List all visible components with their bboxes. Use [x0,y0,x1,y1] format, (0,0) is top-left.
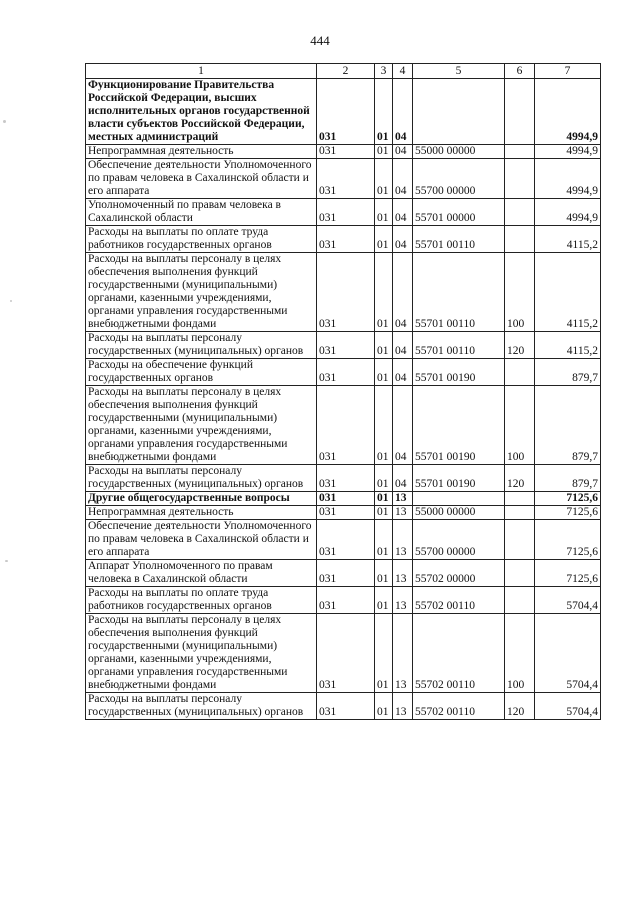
budget-table [85,63,601,720]
cell-section: 01 [375,386,393,465]
cell-expense [505,587,535,614]
cell-ministry: 031 [317,386,375,465]
cell-subsection: 04 [393,332,413,359]
cell-target: 55701 00110 [413,332,505,359]
cell-name: Расходы на выплаты персоналу в целях обеспечения выполнения функций государственными (муниципальными) органами, казенными учреждениями, органами управления государственными внебюджетными фондами [86,386,317,465]
cell-ministry: 031 [317,332,375,359]
cell-expense [505,520,535,560]
cell-target: 55700 00000 [413,159,505,199]
cell-section: 01 [375,359,393,386]
cell-expense [505,359,535,386]
cell-expense: 120 [505,693,535,720]
column-header-subsection: 4 [393,64,413,79]
table-row [86,465,601,492]
cell-name: Расходы на выплаты по оплате труда работников государственных органов [86,587,317,614]
cell-expense [505,492,535,506]
cell-amount: 4994,9 [535,159,601,199]
cell-ministry: 031 [317,159,375,199]
cell-name: Обеспечение деятельности Уполномоченного по правам человека в Сахалинской области и его аппарата [86,159,317,199]
cell-expense: 100 [505,386,535,465]
cell-ministry: 031 [317,560,375,587]
table-row [86,520,601,560]
cell-amount: 879,7 [535,465,601,492]
cell-name: Расходы на выплаты персоналу государственных (муниципальных) органов [86,693,317,720]
cell-amount: 7125,6 [535,492,601,506]
cell-subsection: 13 [393,560,413,587]
cell-target: 55701 00110 [413,253,505,332]
cell-section: 01 [375,492,393,506]
cell-expense: 100 [505,253,535,332]
cell-ministry: 031 [317,79,375,145]
cell-amount: 4115,2 [535,253,601,332]
cell-ministry: 031 [317,226,375,253]
cell-ministry: 031 [317,587,375,614]
table-row [86,145,601,159]
cell-subsection: 13 [393,693,413,720]
scan-speck [10,300,12,302]
cell-amount: 4994,9 [535,79,601,145]
cell-subsection: 04 [393,253,413,332]
cell-ministry: 031 [317,492,375,506]
cell-expense [505,560,535,587]
cell-amount: 879,7 [535,359,601,386]
cell-name: Обеспечение деятельности Уполномоченного по правам человека в Сахалинской области и его аппарата [86,520,317,560]
cell-expense [505,506,535,520]
column-header-name: 1 [86,64,317,79]
table-row [86,614,601,693]
table-row [86,587,601,614]
table-row [86,693,601,720]
scan-speck [5,560,8,562]
cell-section: 01 [375,587,393,614]
cell-amount: 4994,9 [535,199,601,226]
cell-section: 01 [375,693,393,720]
cell-subsection: 13 [393,614,413,693]
cell-section: 01 [375,332,393,359]
cell-expense [505,145,535,159]
cell-name: Расходы на выплаты персоналу государственных (муниципальных) органов [86,332,317,359]
cell-subsection: 04 [393,226,413,253]
cell-ministry: 031 [317,253,375,332]
table-row [86,332,601,359]
cell-amount: 5704,4 [535,587,601,614]
cell-name: Функционирование Правительства Российской Федерации, высших исполнительных органов государственной власти субъектов Российской Федерации, местных администраций [86,79,317,145]
cell-expense [505,199,535,226]
scan-speck [3,120,6,123]
cell-section: 01 [375,506,393,520]
cell-amount: 7125,6 [535,520,601,560]
cell-section: 01 [375,520,393,560]
cell-target: 55700 00000 [413,520,505,560]
cell-amount: 7125,6 [535,506,601,520]
column-header-expense: 6 [505,64,535,79]
cell-target: 55702 00110 [413,614,505,693]
table-row [86,199,601,226]
cell-subsection: 13 [393,520,413,560]
cell-subsection: 04 [393,199,413,226]
column-header-amount: 7 [535,64,601,79]
cell-subsection: 13 [393,506,413,520]
cell-subsection: 04 [393,145,413,159]
table-row [86,226,601,253]
table-row [86,492,601,506]
cell-target: 55702 00110 [413,693,505,720]
cell-target: 55701 00000 [413,199,505,226]
cell-amount: 5704,4 [535,693,601,720]
column-header-target: 5 [413,64,505,79]
cell-ministry: 031 [317,465,375,492]
cell-name: Расходы на выплаты персоналу в целях обеспечения выполнения функций государственными (муниципальными) органами, казенными учреждениями, органами управления государственными внебюджетными фондами [86,253,317,332]
cell-subsection: 04 [393,79,413,145]
page-number: 444 [310,33,330,48]
cell-amount: 4115,2 [535,226,601,253]
cell-section: 01 [375,465,393,492]
cell-name: Другие общегосударственные вопросы [86,492,317,506]
cell-ministry: 031 [317,614,375,693]
table-row [86,159,601,199]
cell-subsection: 04 [393,386,413,465]
cell-target: 55701 00190 [413,359,505,386]
cell-section: 01 [375,79,393,145]
cell-ministry: 031 [317,506,375,520]
table-row [86,253,601,332]
table-row [86,506,601,520]
table-row [86,560,601,587]
cell-expense: 120 [505,332,535,359]
header-row [86,64,601,79]
cell-section: 01 [375,159,393,199]
cell-ministry: 031 [317,145,375,159]
table-row [86,386,601,465]
cell-target: 55000 00000 [413,506,505,520]
cell-name: Непрограммная деятельность [86,145,317,159]
cell-subsection: 04 [393,465,413,492]
cell-amount: 4115,2 [535,332,601,359]
cell-section: 01 [375,145,393,159]
cell-target: 55702 00110 [413,587,505,614]
cell-subsection: 04 [393,359,413,386]
cell-target [413,79,505,145]
cell-ministry: 031 [317,359,375,386]
budget-table-body [86,79,601,720]
table-row [86,79,601,145]
cell-expense: 120 [505,465,535,492]
cell-subsection: 04 [393,159,413,199]
cell-section: 01 [375,253,393,332]
cell-ministry: 031 [317,693,375,720]
cell-target: 55701 00190 [413,386,505,465]
cell-target: 55702 00000 [413,560,505,587]
column-header-section: 3 [375,64,393,79]
cell-ministry: 031 [317,199,375,226]
cell-subsection: 13 [393,492,413,506]
cell-section: 01 [375,199,393,226]
cell-section: 01 [375,614,393,693]
column-header-ministry: 2 [317,64,375,79]
cell-name: Расходы на выплаты по оплате труда работников государственных органов [86,226,317,253]
cell-section: 01 [375,226,393,253]
cell-target [413,492,505,506]
cell-amount: 5704,4 [535,614,601,693]
cell-expense: 100 [505,614,535,693]
cell-expense [505,79,535,145]
cell-amount: 4994,9 [535,145,601,159]
cell-name: Аппарат Уполномоченного по правам человека в Сахалинской области [86,560,317,587]
cell-section: 01 [375,560,393,587]
cell-target: 55701 00110 [413,226,505,253]
cell-amount: 879,7 [535,386,601,465]
cell-subsection: 13 [393,587,413,614]
table-row [86,359,601,386]
cell-ministry: 031 [317,520,375,560]
cell-name: Непрограммная деятельность [86,506,317,520]
cell-expense [505,226,535,253]
cell-name: Уполномоченный по правам человека в Сахалинской области [86,199,317,226]
cell-name: Расходы на выплаты персоналу государственных (муниципальных) органов [86,465,317,492]
cell-target: 55701 00190 [413,465,505,492]
cell-expense [505,159,535,199]
cell-target: 55000 00000 [413,145,505,159]
cell-amount: 7125,6 [535,560,601,587]
cell-name: Расходы на обеспечение функций государственных органов [86,359,317,386]
cell-name: Расходы на выплаты персоналу в целях обеспечения выполнения функций государственными (муниципальными) органами, казенными учреждениями, органами управления государственными внебюджетными фондами [86,614,317,693]
